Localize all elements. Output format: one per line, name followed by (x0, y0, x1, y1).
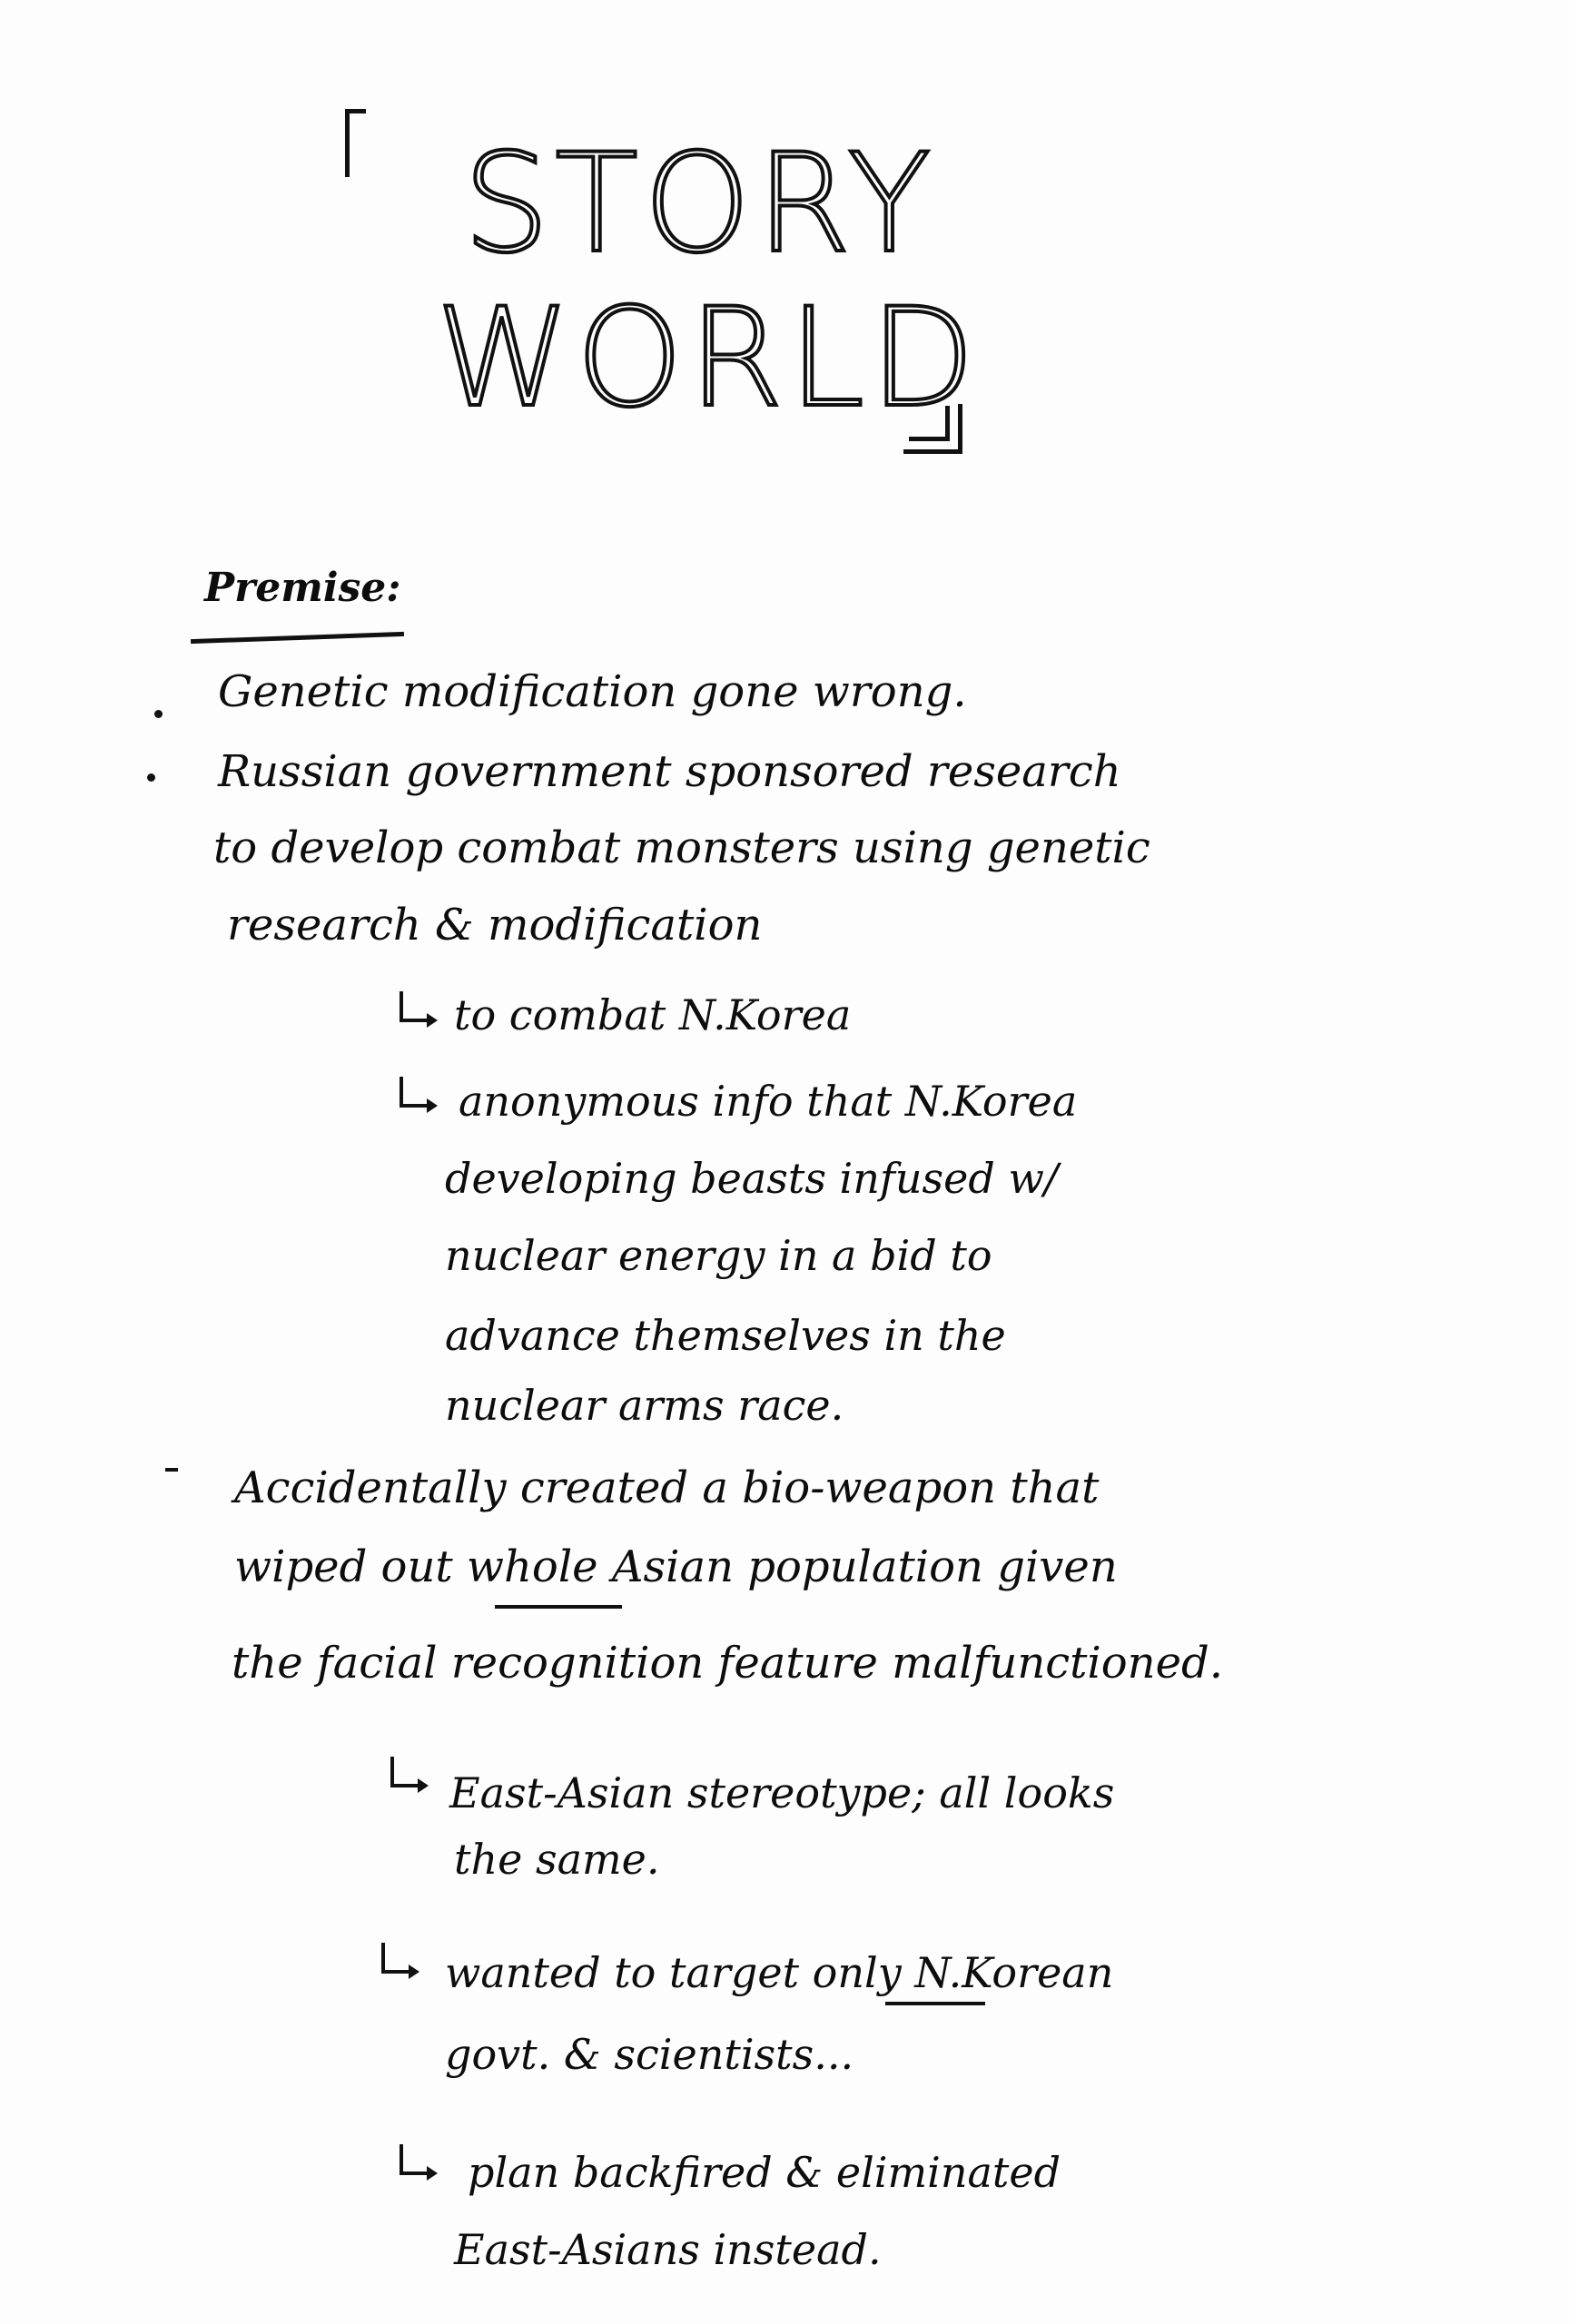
bullet-2-sub-2-line-4: advance themselves in the (445, 1311, 1006, 1360)
bullet-dot (154, 710, 163, 718)
bullet-2-line-1: Russian government sponsored research (218, 746, 1121, 797)
bullet-2-sub-1-line-1: to combat N.Korea (454, 990, 852, 1039)
premise-underline (191, 632, 404, 644)
title-block (327, 100, 981, 481)
bullet-3-line-3: the facial recognition feature malfunctioned. (232, 1638, 1223, 1689)
bullet-3-line-2: wiped out whole Asian population given (234, 1541, 1118, 1592)
emphasis-underline (885, 2002, 985, 2005)
corner-bracket-bottom-right (908, 399, 962, 454)
bullet-2-line-3: research & modification (227, 900, 763, 950)
title-line-1: STORY (463, 125, 937, 283)
bullet-3-line-1: Accidentally created a bio-weapon that (234, 1462, 1100, 1513)
bullet-3-sub-2-line-2: govt. & scientists... (445, 2030, 854, 2079)
bullet-2-sub-2-line-3: nuclear energy in a bid to (445, 1231, 992, 1280)
emphasis-underline (495, 1605, 622, 1609)
title-line-2: WORLD (436, 280, 981, 438)
bullet-1-line-1: Genetic modification gone wrong. (218, 666, 967, 717)
sub-arrow-icon (390, 1757, 418, 1787)
bullet-3-sub-2-line-1: wanted to target only N.Korean (445, 1948, 1114, 1997)
sub-arrow-icon (400, 1077, 427, 1108)
bullet-2-sub-2-line-5: nuclear arms race. (445, 1381, 844, 1430)
bullet-3-sub-3-line-1: plan backfired & eliminated (468, 2148, 1061, 2197)
bullet-dot (147, 773, 155, 782)
bullet-2-sub-2-line-1: anonymous info that N.Korea (459, 1077, 1078, 1126)
bullet-2-sub-2-line-2: developing beasts infused w/ (445, 1154, 1059, 1203)
bullet-3-sub-1-line-2: the same. (454, 1835, 660, 1884)
bullet-3-sub-1-line-1: East-Asian stereotype; all looks (449, 1768, 1115, 1817)
bullet-3-sub-3-line-2: East-Asians instead. (454, 2225, 882, 2274)
bullet-2-line-2: to develop combat monsters using genetic (213, 822, 1150, 873)
sub-arrow-icon (400, 991, 427, 1022)
sub-arrow-icon (400, 2144, 427, 2175)
bullet-dash (165, 1468, 178, 1472)
premise-heading: Premise: (204, 565, 401, 611)
sub-arrow-icon (381, 1943, 409, 1974)
corner-bracket-top-left (345, 109, 366, 177)
